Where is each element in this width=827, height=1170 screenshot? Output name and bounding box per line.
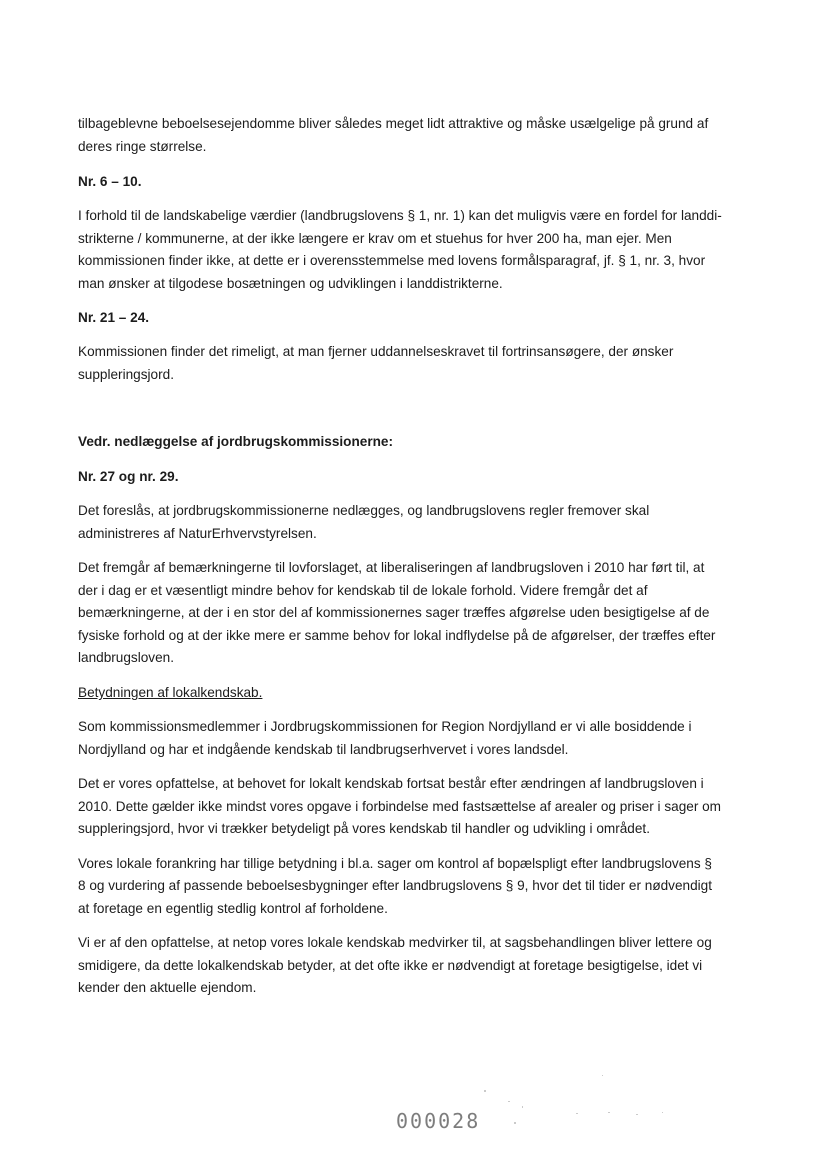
scan-speck <box>636 1114 638 1115</box>
paragraph-line: 2010. Dette gælder ikke mindst vores opgave i forbindelse med fastsættelse af arealer og priser i sager om <box>78 799 722 814</box>
paragraph-line: bemærkningerne, at der i en stor del af kommissionernes sager træffes afgørelse uden besigtigelse af de <box>78 605 710 620</box>
paragraph-line: Det fremgår af bemærkningerne til lovforslaget, at liberaliseringen af landbrugsloven i 2010 har ført til, at <box>78 560 705 575</box>
scan-speck <box>484 1090 486 1092</box>
paragraph-line: suppleringsjord. <box>78 367 174 382</box>
scan-speck <box>514 1122 516 1124</box>
paragraph-line: suppleringsjord, hvor vi trækker betydeligt på vores kendskab til handler og udvikling i området. <box>78 821 650 836</box>
paragraph-line: kender den aktuelle ejendom. <box>78 980 257 995</box>
intro-line: tilbageblevne beboelsesejendomme bliver således meget lidt attraktive og måske usælgelige på grund af <box>78 116 709 131</box>
paragraph-line: strikterne / kommunerne, at der ikke længere er krav om et stuehus for hver 200 ha, man ejer. Men <box>78 231 672 246</box>
section-heading: Vedr. nedlæggelse af jordbrugskommissionerne: <box>78 434 394 449</box>
paragraph-line: Det er vores opfattelse, at behovet for lokalt kendskab fortsat består efter ændringen af landbrugsloven i <box>78 776 704 791</box>
paragraph-line: I forhold til de landskabelige værdier (landbrugslovens § 1, nr. 1) kan det muligvis være en fordel for landdi- <box>78 208 722 223</box>
paragraph-line: fysiske forhold og at der ikke mere er samme behov for lokal indflydelse på de afgørelser, der træffes efter <box>78 628 716 643</box>
scan-speck <box>522 1106 523 1108</box>
paragraph-line: smidigere, da dette lokalkendskab betyder, at det ofte ikke er nødvendigt at foretage besigtigelse, idet vi <box>78 958 703 973</box>
heading-nr-21-24: Nr. 21 – 24. <box>78 310 150 325</box>
scan-speck <box>508 1101 510 1102</box>
heading-nr-27-29: Nr. 27 og nr. 29. <box>78 469 179 484</box>
page-stamp: 000028 <box>396 1109 481 1133</box>
paragraph-line: Som kommissionsmedlemmer i Jordbrugskommissionen for Region Nordjylland er vi alle bosiddende i <box>78 719 692 734</box>
paragraph-line: Det foreslås, at jordbrugskommissionerne nedlægges, og landbrugslovens regler fremover skal <box>78 503 650 518</box>
paragraph-line: at foretage en egentlig stedlig kontrol af forholdene. <box>78 901 388 916</box>
paragraph-line: Kommissionen finder det rimeligt, at man fjerner uddannelseskravet til fortrinsansøgere, der ønsker <box>78 344 674 359</box>
paragraph-line: man ønsker at tilgodese bosætningen og udviklingen i landdistrikterne. <box>78 276 503 291</box>
paragraph-line: administreres af NaturErhvervstyrelsen. <box>78 526 317 541</box>
scan-speck <box>602 1075 603 1076</box>
scan-speck <box>608 1112 610 1113</box>
scan-speck <box>576 1113 578 1114</box>
intro-line: deres ringe størrelse. <box>78 139 207 154</box>
paragraph-line: kommissionen finder ikke, at dette er i overensstemmelse med lovens formålsparagraf, jf. § 1, nr. 3, hvor <box>78 253 706 268</box>
paragraph-line: landbrugsloven. <box>78 650 174 665</box>
heading-nr-6-10: Nr. 6 – 10. <box>78 174 142 189</box>
paragraph-line: Vores lokale forankring har tillige betydning i bl.a. sager om kontrol af bopælspligt efter landbrugslovens § <box>78 856 712 871</box>
paragraph-line: der i dag er et væsentligt mindre behov for kendskab til de lokale forhold. Videre fremgår det af <box>78 583 648 598</box>
paragraph-line: Nordjylland og har et indgående kendskab til landbrugserhvervet i vores landsdel. <box>78 742 569 757</box>
underlined-heading: Betydningen af lokalkendskab. <box>78 685 263 700</box>
scan-speck <box>662 1112 663 1113</box>
paragraph-line: 8 og vurdering af passende beboelsesbygninger efter landbrugslovens § 9, hvor det til tider er nødvendigt <box>78 878 713 893</box>
paragraph-line: Vi er af den opfattelse, at netop vores lokale kendskab medvirker til, at sagsbehandlingen bliver lettere og <box>78 935 712 950</box>
